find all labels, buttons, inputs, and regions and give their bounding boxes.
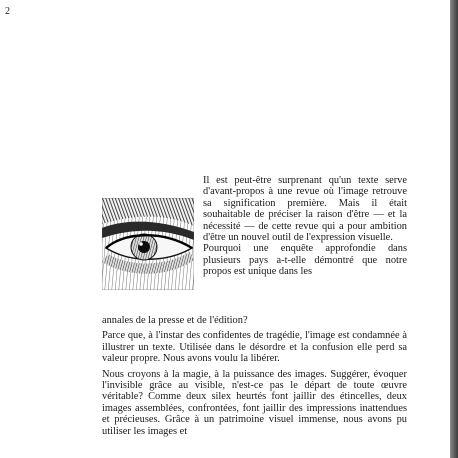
- paragraph-question-end: annales de la presse et de l'édition?: [102, 315, 248, 326]
- text-column-full: [102, 315, 407, 441]
- page-edge-shadow: [450, 0, 458, 458]
- paragraph-answer: Parce que, à l'instar des confidentes de tragédie, l'image est condamnée à illustrer un texte. Utilisée dans le désordre et la confusion elle perd sa valeur propre. Nous avons voulu la libérer.: [102, 330, 407, 365]
- text-column-right: [203, 175, 407, 278]
- engraved-eye-icon: [102, 198, 194, 290]
- page-number: 2: [5, 6, 10, 17]
- paragraph-intro: Il est peut-être surprenant qu'un texte serve d'avant-propos à une revue où l'image retrouve sa signification première. Mais il était souhaitable de préciser la raison d'être — et la nécessité — de cette revue qui a pour ambition d'être un nouvel outil de l'expression visuelle.: [203, 175, 407, 244]
- paragraph-magic: Nous croyons à la magie, à la puissance des images. Suggérer, évoquer l'invisible grâce au visible, n'est-ce pas le départ de toute œuvre véritable? Comme deux silex heurtés font jaillir des étincelles, deux images assemblées, confrontées, font jaillir des impressions inattendues et précieuses. Grâce à un patrimoine visuel immense, nous avons pu utiliser les images et: [102, 368, 407, 437]
- paragraph-question: Pourquoi une enquête approfondie dans plusieurs pays a-t-elle démontré que notre propos est unique dans les: [203, 243, 407, 278]
